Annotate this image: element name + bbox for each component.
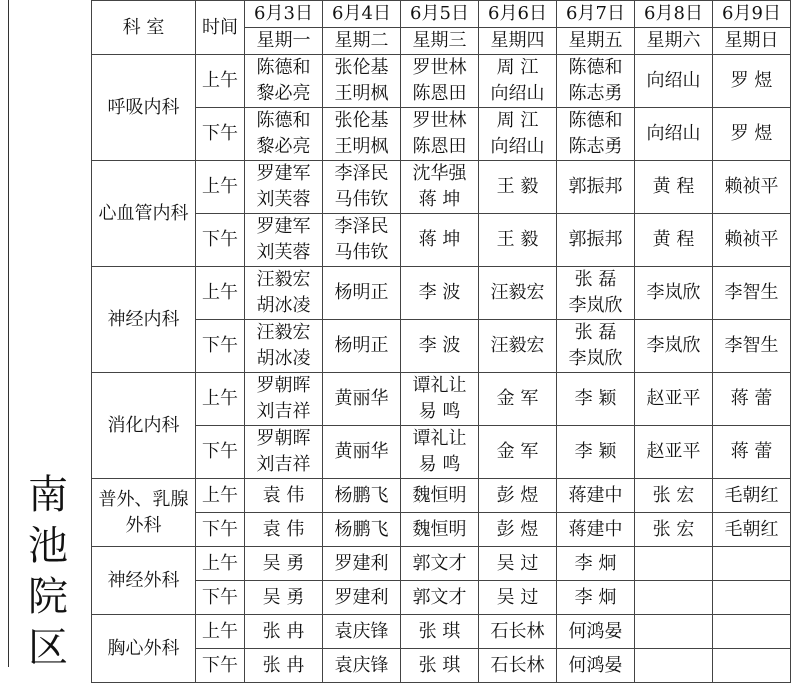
doctor-name: 魏恒明 [412,484,467,506]
doctor-cell [245,479,323,513]
time-cell: 上午 [196,615,245,649]
table-row [92,161,791,214]
campus-column [0,0,90,671]
doctor-name: 李岚欣 [646,282,701,303]
doctor-cell [479,55,557,108]
doctor-name: 刘芙蓉 [256,242,311,263]
doctor-name: 杨明正 [334,335,389,356]
doctor-name: 罗 煜 [730,123,773,144]
doctor-cell [245,161,323,214]
doctor-name: 杨鹏飞 [334,518,389,540]
doctor-cell [635,267,713,320]
doctor-cell [323,581,401,615]
time-cell: 下午 [196,581,245,615]
doctor-cell [635,649,713,683]
weekday-cell: 星期日 [713,28,791,55]
doctor-cell [557,320,635,373]
doctor-cell [557,581,635,615]
date-cell: 6月8日 [635,1,713,28]
dept-name: 胸心外科 [92,615,196,683]
doctor-name: 陈德和 [256,110,311,131]
doctor-name: 马伟钦 [334,189,389,210]
doctor-cell [479,426,557,479]
time-cell: 下午 [196,513,245,547]
doctor-cell [323,615,401,649]
doctor-name: 郭振邦 [568,229,623,250]
doctor-name: 李 波 [418,282,461,303]
date-cell: 6月3日 [245,1,323,28]
doctor-name: 周 江 [496,57,539,78]
dept-name: 呼吸内科 [92,55,196,161]
weekday-cell: 星期六 [635,28,713,55]
doctor-cell [713,267,791,320]
doctor-name: 陈德和 [568,110,623,131]
doctor-cell [245,649,323,683]
doctor-name: 罗建利 [334,586,389,608]
doctor-cell [401,161,479,214]
doctor-name: 郭文才 [412,586,467,608]
doctor-name: 蒋 蕾 [730,388,773,409]
doctor-name: 汪毅宏 [256,269,311,290]
doctor-cell [713,214,791,267]
doctor-cell [401,581,479,615]
doctor-cell [635,320,713,373]
doctor-cell [323,649,401,683]
doctor-cell [401,513,479,547]
doctor-name: 张伦基 [334,57,389,78]
doctor-cell [635,161,713,214]
table-row [92,649,791,683]
left-border-line [8,0,9,667]
doctor-cell [245,615,323,649]
doctor-name: 张伦基 [334,110,389,131]
weekday-cell: 星期四 [479,28,557,55]
doctor-name: 李岚欣 [568,348,623,369]
doctor-cell [635,615,713,649]
doctor-cell [323,108,401,161]
doctor-cell [479,649,557,683]
doctor-cell [401,55,479,108]
doctor-cell [401,373,479,426]
doctor-name: 陈恩田 [412,136,467,157]
doctor-name: 李智生 [724,282,779,303]
dept-name: 心血管内科 [92,161,196,267]
doctor-cell [557,108,635,161]
time-cell: 下午 [196,426,245,479]
doctor-cell [479,373,557,426]
doctor-name: 向绍山 [490,136,545,157]
doctor-name: 黄丽华 [334,388,389,409]
doctor-name: 李岚欣 [646,335,701,356]
doctor-name: 何鸿晏 [568,620,623,642]
doctor-name: 蒋 蕾 [730,441,773,462]
doctor-cell [479,479,557,513]
dept-name: 神经内科 [92,267,196,373]
table-row [92,581,791,615]
doctor-name: 陈德和 [256,57,311,78]
doctor-name: 何鸿晏 [568,654,623,676]
doctor-name: 陈德和 [568,57,623,78]
time-cell: 上午 [196,479,245,513]
doctor-cell [479,161,557,214]
doctor-name: 张 宏 [652,484,695,506]
doctor-name: 刘吉祥 [256,454,311,475]
doctor-name: 彭 煜 [496,484,539,506]
doctor-name: 魏恒明 [412,518,467,540]
doctor-name: 赖祯平 [724,229,779,250]
doctor-name: 黄 程 [652,176,695,197]
doctor-cell [557,513,635,547]
doctor-cell [713,161,791,214]
doctor-name: 向绍山 [490,83,545,104]
doctor-name: 张 琪 [418,620,461,642]
doctor-cell [245,214,323,267]
doctor-name: 金 军 [496,388,539,409]
doctor-name: 李 颖 [574,388,617,409]
doctor-name: 罗朝晖 [256,428,311,449]
time-cell: 上午 [196,55,245,108]
doctor-cell [323,161,401,214]
doctor-cell [557,373,635,426]
time-header: 时间 [196,1,245,55]
doctor-name: 李 炯 [574,552,617,574]
doctor-cell [557,426,635,479]
time-cell: 上午 [196,547,245,581]
doctor-cell [557,479,635,513]
doctor-cell [713,649,791,683]
doctor-name: 罗朝晖 [256,375,311,396]
doctor-cell [401,320,479,373]
time-cell: 下午 [196,108,245,161]
doctor-name: 王明枫 [334,136,389,157]
date-cell: 6月6日 [479,1,557,28]
doctor-name: 袁 伟 [262,518,305,540]
doctor-cell [245,581,323,615]
doctor-name: 王 毅 [496,176,539,197]
time-cell: 下午 [196,320,245,373]
campus-name: 南池院区 [28,472,68,671]
doctor-name: 吴 勇 [262,552,305,574]
table-row [92,267,791,320]
doctor-cell [245,108,323,161]
doctor-name: 向绍山 [646,70,701,91]
doctor-name: 赵亚平 [646,388,701,409]
doctor-cell [713,426,791,479]
doctor-name: 谭礼让 [412,428,467,449]
doctor-cell [557,547,635,581]
doctor-name: 陈志勇 [568,136,623,157]
time-cell: 上午 [196,161,245,214]
doctor-cell [323,320,401,373]
doctor-name: 罗 煜 [730,70,773,91]
doctor-name: 蒋 坤 [418,229,461,250]
doctor-name: 汪毅宏 [490,335,545,356]
doctor-cell [401,426,479,479]
doctor-cell [479,214,557,267]
doctor-name: 蒋建中 [568,484,623,506]
doctor-cell [635,55,713,108]
doctor-cell [713,581,791,615]
doctor-name: 陈志勇 [568,83,623,104]
doctor-cell [323,373,401,426]
time-cell: 上午 [196,267,245,320]
doctor-cell [713,547,791,581]
doctor-name: 彭 煜 [496,518,539,540]
doctor-name: 易 鸣 [418,401,461,422]
doctor-cell [713,615,791,649]
weekday-cell: 星期一 [245,28,323,55]
doctor-cell [401,479,479,513]
doctor-cell [635,547,713,581]
doctor-cell [245,373,323,426]
dept-name: 消化内科 [92,373,196,479]
doctor-name: 吴 过 [496,586,539,608]
doctor-name: 李 波 [418,335,461,356]
doctor-cell [479,615,557,649]
doctor-cell [713,320,791,373]
doctor-name: 袁庆锋 [334,620,389,642]
doctor-cell [323,267,401,320]
dept-header: 科 室 [92,1,196,55]
doctor-name: 罗世林 [412,57,467,78]
doctor-cell [557,649,635,683]
doctor-cell [245,267,323,320]
date-cell: 6月4日 [323,1,401,28]
doctor-name: 张 琪 [418,654,461,676]
table-row [92,479,791,513]
doctor-cell [479,320,557,373]
doctor-name: 张 冉 [262,620,305,642]
doctor-cell [401,108,479,161]
doctor-name: 杨鹏飞 [334,484,389,506]
doctor-cell [323,479,401,513]
doctor-cell [635,214,713,267]
doctor-cell [635,108,713,161]
doctor-cell [713,479,791,513]
date-cell: 6月5日 [401,1,479,28]
table-row [92,214,791,267]
doctor-name: 李 颖 [574,441,617,462]
doctor-name: 李泽民 [334,163,389,184]
doctor-name: 陈恩田 [412,83,467,104]
doctor-name: 黄 程 [652,229,695,250]
doctor-name: 刘吉祥 [256,401,311,422]
doctor-name: 赵亚平 [646,441,701,462]
doctor-name: 郭文才 [412,552,467,574]
table-row [92,373,791,426]
time-cell: 下午 [196,214,245,267]
doctor-name: 毛朝红 [724,484,779,506]
doctor-name: 李智生 [724,335,779,356]
doctor-cell [401,649,479,683]
doctor-cell [713,373,791,426]
table-row [92,426,791,479]
doctor-name: 张 宏 [652,518,695,540]
doctor-name: 毛朝红 [724,518,779,540]
doctor-name: 汪毅宏 [256,322,311,343]
doctor-cell [557,161,635,214]
doctor-cell [245,513,323,547]
table-row [92,320,791,373]
header-row-dates [92,1,791,28]
doctor-name: 胡冰凌 [256,348,311,369]
doctor-name: 吴 过 [496,552,539,574]
doctor-name: 向绍山 [646,123,701,144]
doctor-name: 周 江 [496,110,539,131]
doctor-name: 王 毅 [496,229,539,250]
time-cell: 下午 [196,649,245,683]
doctor-cell [713,108,791,161]
doctor-name: 李泽民 [334,216,389,237]
table-row [92,108,791,161]
doctor-name: 易 鸣 [418,454,461,475]
table-row [92,55,791,108]
doctor-cell [401,267,479,320]
doctor-name: 金 军 [496,441,539,462]
weekday-cell: 星期五 [557,28,635,55]
table-row [92,615,791,649]
doctor-cell [635,513,713,547]
doctor-cell [635,426,713,479]
doctor-name: 李岚欣 [568,295,623,316]
doctor-cell [557,55,635,108]
doctor-cell [635,581,713,615]
doctor-cell [323,547,401,581]
doctor-name: 胡冰凌 [256,295,311,316]
doctor-cell [401,214,479,267]
doctor-cell [479,108,557,161]
doctor-name: 罗建军 [256,163,311,184]
doctor-name: 刘芙蓉 [256,189,311,210]
doctor-cell [713,513,791,547]
date-cell: 6月9日 [713,1,791,28]
doctor-name: 谭礼让 [412,375,467,396]
doctor-name: 黎必亮 [256,83,311,104]
doctor-cell [323,214,401,267]
doctor-cell [557,214,635,267]
doctor-cell [323,513,401,547]
doctor-name: 张 磊 [574,269,617,290]
doctor-cell [479,513,557,547]
table-row [92,513,791,547]
time-cell: 上午 [196,373,245,426]
doctor-cell [323,426,401,479]
doctor-cell [245,55,323,108]
doctor-cell [401,615,479,649]
doctor-cell [713,55,791,108]
doctor-name: 袁庆锋 [334,654,389,676]
doctor-name: 袁 伟 [262,484,305,506]
dept-name: 神经外科 [92,547,196,615]
weekday-cell: 星期三 [401,28,479,55]
doctor-cell [557,615,635,649]
doctor-name: 吴 勇 [262,586,305,608]
dept-name: 普外、乳腺外科 [92,479,196,547]
doctor-name: 汪毅宏 [490,282,545,303]
doctor-name: 李 炯 [574,586,617,608]
doctor-name: 沈华强 [412,163,467,184]
doctor-name: 蒋建中 [568,518,623,540]
doctor-name: 赖祯平 [724,176,779,197]
doctor-cell [323,55,401,108]
doctor-name: 黄丽华 [334,441,389,462]
duty-schedule-table [91,0,791,683]
doctor-name: 张 磊 [574,322,617,343]
doctor-cell [557,267,635,320]
weekday-cell: 星期二 [323,28,401,55]
doctor-name: 张 冉 [262,654,305,676]
doctor-name: 石长林 [490,654,545,676]
doctor-name: 罗建军 [256,216,311,237]
doctor-name: 罗世林 [412,110,467,131]
doctor-cell [245,547,323,581]
doctor-name: 蒋 坤 [418,189,461,210]
doctor-name: 马伟钦 [334,242,389,263]
doctor-name: 王明枫 [334,83,389,104]
doctor-name: 罗建利 [334,552,389,574]
table-row [92,547,791,581]
doctor-name: 石长林 [490,620,545,642]
date-cell: 6月7日 [557,1,635,28]
doctor-name: 黎必亮 [256,136,311,157]
doctor-cell [479,581,557,615]
doctor-cell [635,479,713,513]
doctor-name: 郭振邦 [568,176,623,197]
doctor-cell [479,267,557,320]
doctor-cell [479,547,557,581]
doctor-cell [401,547,479,581]
doctor-cell [245,426,323,479]
doctor-cell [635,373,713,426]
doctor-cell [245,320,323,373]
doctor-name: 杨明正 [334,282,389,303]
